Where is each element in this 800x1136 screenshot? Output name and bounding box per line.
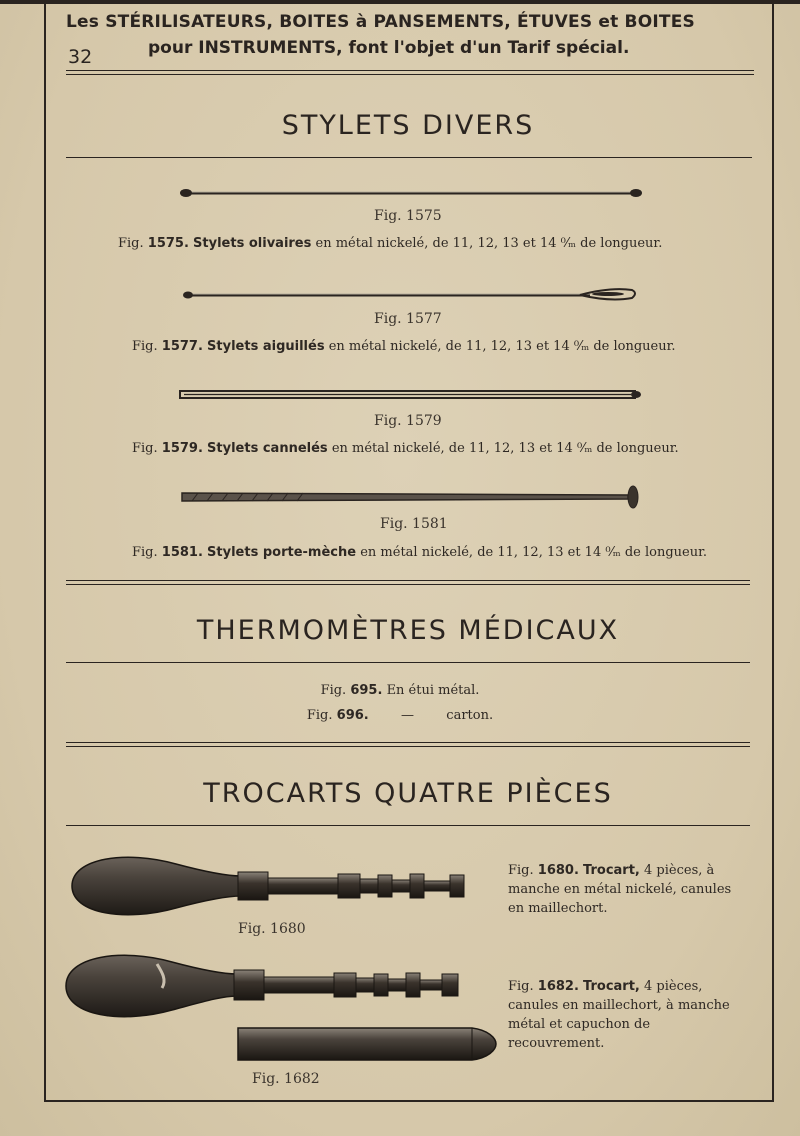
caption-1579 — [132, 441, 679, 456]
page-number: 32 — [68, 46, 93, 68]
caption-name: Stylets olivaires — [193, 236, 312, 251]
fig-label-1579: Fig. 1579 — [374, 413, 442, 429]
caption-desc: en métal nickelé, de 11, 12, 13 et 14 ⁰⁄ₘ de longueur. — [328, 339, 676, 354]
trocart-1680-illustration — [66, 848, 470, 928]
section-title-trocarts: TROCARTS QUATRE PIÈCES — [203, 778, 613, 809]
section-divider — [66, 742, 750, 747]
caption-number: 1581. — [161, 545, 203, 560]
caption-prefix: Fig. — [320, 683, 347, 698]
caption-number: 1680. — [537, 863, 579, 878]
caption-desc: 4 pièces, canules en maillechort, à manche métal et capuchon de recouvrement. — [508, 979, 730, 1051]
header-divider — [66, 70, 754, 75]
trocart-1682-description — [508, 977, 740, 1053]
fig-label-1575: Fig. 1575 — [374, 208, 442, 224]
caption-1575 — [118, 236, 662, 251]
fig-label-1581: Fig. 1581 — [380, 516, 448, 532]
section-title-thermometres: THERMOMÈTRES MÉDICAUX — [196, 615, 620, 646]
caption-1577 — [132, 339, 676, 354]
fig-label-1577: Fig. 1577 — [374, 311, 442, 327]
caption-prefix: Fig. — [132, 339, 158, 354]
section-title-stylets: STYLETS DIVERS — [281, 110, 535, 141]
header-line-2: pour INSTRUMENTS, font l'objet d'un Tarif spécial. — [148, 38, 630, 58]
caption-number: 696. — [336, 708, 369, 723]
header-line-1: Les STÉRILISATEURS, BOITES à PANSEMENTS, ÉTUVES et BOITES — [66, 12, 695, 32]
caption-desc: 4 pièces, à manche en métal nickelé, canules en maillechort. — [508, 863, 732, 916]
caption-desc: en métal nickelé, de 11, 12, 13 et 14 ⁰⁄ₘ de longueur. — [360, 545, 708, 560]
caption-desc: En étui métal. — [386, 683, 480, 698]
stylet-porte-meche-illustration — [178, 484, 644, 510]
caption-name: Stylets aiguillés — [207, 339, 325, 354]
caption-desc: en métal nickelé, de 11, 12, 13 et 14 ⁰⁄ₘ de longueur. — [331, 441, 679, 456]
caption-prefix: Fig. — [306, 708, 333, 723]
caption-name: Trocart, — [583, 863, 640, 878]
caption-number: 1575. — [147, 236, 189, 251]
trocart-1680-description — [508, 861, 740, 918]
section-divider — [66, 580, 750, 585]
caption-number: 695. — [350, 683, 383, 698]
stylet-cannele-illustration — [176, 386, 646, 404]
caption-prefix: Fig. — [118, 236, 144, 251]
caption-name: Stylets cannelés — [207, 441, 328, 456]
caption-prefix: Fig. — [508, 863, 534, 878]
stylet-olivaire-illustration — [176, 184, 646, 202]
section-rule — [66, 825, 750, 826]
thermometer-line-695 — [0, 683, 800, 698]
trocart-cap-illustration — [236, 1024, 500, 1066]
stylet-aiguille-illustration — [180, 284, 642, 304]
thermometer-line-696 — [0, 708, 800, 723]
caption-desc: carton. — [446, 708, 494, 723]
caption-1581 — [132, 545, 707, 560]
caption-prefix: Fig. — [132, 545, 158, 560]
section-rule — [66, 662, 750, 663]
caption-number: 1579. — [161, 441, 203, 456]
trocart-1682-illustration — [62, 946, 466, 1028]
caption-prefix: Fig. — [132, 441, 158, 456]
fig-label-1682: Fig. 1682 — [252, 1071, 320, 1087]
caption-number: 1682. — [537, 979, 579, 994]
ditto-dash: — — [401, 708, 415, 723]
fig-label-1680: Fig. 1680 — [238, 921, 306, 937]
caption-prefix: Fig. — [508, 979, 534, 994]
caption-number: 1577. — [161, 339, 203, 354]
caption-name: Trocart, — [583, 979, 640, 994]
section-rule — [66, 157, 752, 158]
caption-name: Stylets porte-mèche — [207, 545, 357, 560]
caption-desc: en métal nickelé, de 11, 12, 13 et 14 ⁰⁄ₘ de longueur. — [315, 236, 663, 251]
